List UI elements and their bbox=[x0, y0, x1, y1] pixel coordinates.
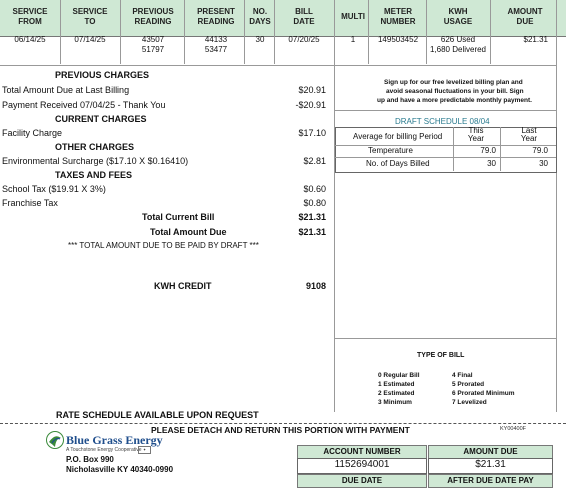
hdr-present-reading: PRESENT READING bbox=[197, 7, 235, 26]
days-billed-last-year: 30 bbox=[539, 159, 548, 168]
avg-billing-label: Average for billing Period bbox=[353, 132, 443, 141]
hdr-bill-date: BILL DATE bbox=[293, 7, 315, 26]
last-billing-amount: $20.91 bbox=[298, 85, 326, 95]
type-5: 5 Prorated bbox=[452, 381, 485, 388]
type-2: 2 Estimated bbox=[378, 390, 415, 397]
kwh-delivered: 1,680 Delivered bbox=[429, 45, 487, 54]
col-divider bbox=[426, 0, 427, 64]
hdr-service-to: SERVICE TO bbox=[72, 7, 108, 26]
amount-due: $21.31 bbox=[523, 35, 548, 44]
account-number-value: 1152694001 bbox=[334, 459, 390, 470]
col-divider bbox=[244, 0, 245, 64]
temperature-last-year: 79.0 bbox=[532, 146, 548, 155]
school-tax-amount: $0.60 bbox=[303, 184, 326, 194]
env-surcharge-label: Environmental Surcharge ($17.10 X $0.16410) bbox=[2, 156, 189, 166]
account-number-header: ACCOUNT NUMBER bbox=[297, 445, 427, 459]
company-logo bbox=[46, 431, 64, 449]
type-4: 4 Final bbox=[452, 372, 473, 379]
last-billing-label: Total Amount Due at Last Billing bbox=[2, 85, 130, 95]
detach-line bbox=[0, 423, 566, 424]
company-name: Blue Grass Energy bbox=[66, 433, 163, 447]
draft-note: *** TOTAL AMOUNT DUE TO BE PAID BY DRAFT *** bbox=[68, 241, 259, 250]
multi: 1 bbox=[350, 35, 356, 44]
type-6: 6 Prorated Minimum bbox=[452, 390, 515, 397]
facility-charge-label: Facility Charge bbox=[2, 128, 63, 138]
hdr-kwh-usage: KWH USAGE bbox=[443, 7, 473, 26]
promo-line-1: Sign up for our free levelized billing plan and bbox=[384, 79, 523, 86]
total-current-bill-amount: $21.31 bbox=[298, 212, 326, 222]
hdr-multi: MULTI bbox=[341, 12, 365, 21]
promo-rule bbox=[335, 110, 556, 111]
col-divider bbox=[274, 0, 275, 64]
draft-schedule: DRAFT SCHEDULE 08/04 bbox=[395, 117, 490, 126]
col-divider bbox=[60, 0, 61, 64]
col-divider bbox=[120, 0, 121, 64]
type-rule bbox=[335, 338, 556, 339]
temperature-this-year: 79.0 bbox=[480, 146, 496, 155]
amount-due-header: AMOUNT DUE bbox=[428, 445, 553, 459]
franchise-tax-amount: $0.80 bbox=[303, 198, 326, 208]
after-due-date-header: AFTER DUE DATE PAY bbox=[428, 474, 553, 488]
promo-line-2: avoid seasonal fluctuations in your bill. Sign bbox=[386, 88, 524, 95]
no-days: 30 bbox=[255, 35, 265, 44]
kwh-credit-label: KWH CREDIT bbox=[154, 281, 212, 291]
taxes-fees-title: TAXES AND FEES bbox=[55, 170, 133, 180]
hdr-meter-number: METER NUMBER bbox=[380, 7, 416, 26]
days-billed-this-year: 30 bbox=[487, 159, 496, 168]
previous-charges-title: PREVIOUS CHARGES bbox=[55, 70, 150, 80]
total-amount-due-label: Total Amount Due bbox=[150, 227, 227, 237]
hdr-no-days: NO. DAYS bbox=[249, 7, 271, 26]
kwh-used: 626 Used bbox=[440, 35, 476, 44]
hdr-service-from: SERVICE FROM bbox=[12, 7, 48, 26]
company-tagline: A Touchstone Energy Cooperative bbox=[66, 447, 142, 453]
form-code: KY00400F bbox=[500, 426, 526, 432]
school-tax-label: School Tax ($19.91 X 3%) bbox=[2, 184, 106, 194]
amount-due-value: $21.31 bbox=[475, 459, 506, 470]
table-divider bbox=[453, 127, 454, 171]
type-1: 1 Estimated bbox=[378, 381, 415, 388]
days-billed-label: No. of Days Billed bbox=[366, 159, 430, 168]
due-date-header: DUE DATE bbox=[297, 474, 427, 488]
right-border bbox=[556, 0, 557, 412]
meter-number: 149503452 bbox=[377, 35, 419, 44]
type-of-bill-title: TYPE OF BILL bbox=[417, 352, 465, 359]
last-year-header: Last Year bbox=[520, 126, 538, 143]
promo-line-3: up and have a more predictable monthly payment. bbox=[377, 97, 532, 104]
payment-received-label: Payment Received 07/04/25 - Thank You bbox=[2, 100, 166, 110]
usage-table-header bbox=[0, 0, 566, 37]
temperature-label: Temperature bbox=[368, 146, 413, 155]
city-state-zip: Nicholasville KY 40340-0990 bbox=[66, 465, 174, 474]
table-bottom-rule bbox=[0, 65, 557, 66]
col-divider bbox=[368, 0, 369, 64]
col-divider bbox=[184, 0, 185, 64]
total-current-bill-label: Total Current Bill bbox=[142, 212, 215, 222]
service-from: 06/14/25 bbox=[14, 35, 46, 44]
service-to: 07/14/25 bbox=[74, 35, 106, 44]
logo-mark-icon bbox=[46, 431, 64, 449]
kwh-credit-value: 9108 bbox=[305, 281, 326, 291]
previous-reading-1: 43507 bbox=[141, 35, 165, 44]
other-charges-title: OTHER CHARGES bbox=[55, 142, 135, 152]
total-amount-due-amount: $21.31 bbox=[298, 227, 326, 237]
col-divider bbox=[490, 0, 491, 64]
franchise-tax-label: Franchise Tax bbox=[2, 198, 58, 208]
type-7: 7 Levelized bbox=[452, 399, 487, 406]
touchstone-icon: ✦ bbox=[138, 446, 151, 454]
table-rule bbox=[335, 157, 556, 158]
present-reading-2: 53477 bbox=[204, 45, 228, 54]
previous-reading-2: 51797 bbox=[141, 45, 165, 54]
panel-divider bbox=[334, 64, 335, 412]
type-0: 0 Regular Bill bbox=[378, 372, 420, 379]
po-box: P.O. Box 990 bbox=[66, 455, 114, 464]
rate-schedule-note: RATE SCHEDULE AVAILABLE UPON REQUEST bbox=[56, 410, 259, 420]
current-charges-title: CURRENT CHARGES bbox=[55, 114, 147, 124]
this-year-header: This Year bbox=[467, 126, 485, 143]
bill-date: 07/20/25 bbox=[288, 35, 320, 44]
hdr-amount-due: AMOUNT DUE bbox=[507, 7, 543, 26]
env-surcharge-amount: $2.81 bbox=[303, 156, 326, 166]
table-divider bbox=[500, 127, 501, 171]
type-3: 3 Minimum bbox=[378, 399, 412, 406]
detach-instruction: PLEASE DETACH AND RETURN THIS PORTION WITH PAYMENT bbox=[151, 425, 410, 435]
payment-received-amount: -$20.91 bbox=[295, 100, 326, 110]
col-divider bbox=[334, 0, 335, 64]
present-reading-1: 44133 bbox=[204, 35, 228, 44]
facility-charge-amount: $17.10 bbox=[298, 128, 326, 138]
hdr-previous-reading: PREVIOUS READING bbox=[132, 7, 174, 26]
